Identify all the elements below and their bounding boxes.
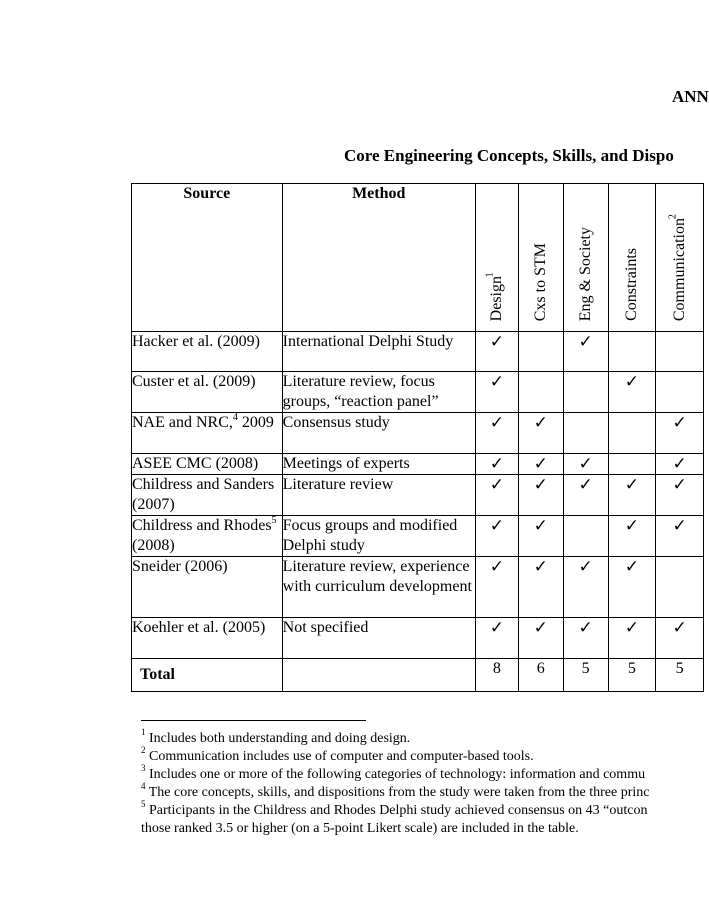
total-value: 5 bbox=[656, 659, 704, 692]
check-cell: ✓ bbox=[475, 475, 518, 516]
check-cell: ✓ bbox=[475, 454, 518, 475]
total-value: 5 bbox=[563, 659, 608, 692]
table-row bbox=[132, 557, 704, 618]
check-cell: ✓ bbox=[608, 618, 656, 659]
check-cell bbox=[656, 372, 704, 413]
check-cell: ✓ bbox=[475, 516, 518, 557]
total-value: 5 bbox=[608, 659, 656, 692]
check-cell: ✓ bbox=[608, 372, 656, 413]
total-value: 8 bbox=[475, 659, 518, 692]
footnote-separator bbox=[141, 720, 366, 721]
method-cell: Literature review, focus groups, “reaction panel” bbox=[282, 372, 475, 413]
header-design: Design$^1$ bbox=[475, 184, 518, 332]
total-value: 6 bbox=[518, 659, 563, 692]
check-cell bbox=[563, 516, 608, 557]
total-row bbox=[132, 659, 704, 692]
method-cell: Literature review, experience with curriculum development bbox=[282, 557, 475, 618]
source-cell: Koehler et al. (2005) bbox=[132, 618, 283, 659]
check-cell: ✓ bbox=[656, 618, 704, 659]
footnote: $^2$ Communication includes use of computer and computer-based tools. bbox=[141, 745, 534, 764]
check-cell: ✓ bbox=[656, 516, 704, 557]
method-cell: Consensus study bbox=[282, 413, 475, 454]
method-cell: Meetings of experts bbox=[282, 454, 475, 475]
source-cell: ASEE CMC (2008) bbox=[132, 454, 283, 475]
table-row bbox=[132, 618, 704, 659]
check-cell: ✓ bbox=[475, 332, 518, 372]
header-method: Method bbox=[282, 184, 475, 332]
annex-heading: ANN bbox=[672, 87, 709, 106]
check-cell: ✓ bbox=[656, 413, 704, 454]
concepts-table bbox=[131, 183, 704, 692]
table-row bbox=[132, 372, 704, 413]
total-label: Total bbox=[132, 659, 283, 692]
check-cell: ✓ bbox=[518, 516, 563, 557]
check-cell bbox=[608, 454, 656, 475]
check-cell: ✓ bbox=[608, 516, 656, 557]
source-cell: Custer et al. (2009) bbox=[132, 372, 283, 413]
check-cell: ✓ bbox=[563, 557, 608, 618]
check-cell: ✓ bbox=[656, 454, 704, 475]
footnote: those ranked 3.5 or higher (on a 5-point Likert scale) are included in the table. bbox=[141, 821, 579, 836]
check-cell: ✓ bbox=[475, 413, 518, 454]
check-cell bbox=[608, 332, 656, 372]
check-cell bbox=[563, 413, 608, 454]
header-constraints: Constraints bbox=[608, 184, 656, 332]
table-row bbox=[132, 413, 704, 454]
check-cell: ✓ bbox=[563, 454, 608, 475]
check-cell: ✓ bbox=[475, 372, 518, 413]
check-cell: ✓ bbox=[563, 332, 608, 372]
table-title: Core Engineering Concepts, Skills, and Dispo bbox=[344, 146, 674, 165]
footnotes bbox=[141, 727, 650, 838]
table-row bbox=[132, 516, 704, 557]
check-cell: ✓ bbox=[518, 557, 563, 618]
footnote: $^4$ The core concepts, skills, and dispositions from the study were taken from the three princ bbox=[141, 781, 650, 800]
footnote: $^5$ Participants in the Childress and Rhodes Delphi study achieved consensus on 43 “outcon bbox=[141, 799, 648, 818]
check-cell: ✓ bbox=[475, 618, 518, 659]
check-cell: ✓ bbox=[518, 454, 563, 475]
table-row bbox=[132, 475, 704, 516]
footnote: $^3$ Includes one or more of the following categories of technology: information and commu bbox=[141, 763, 646, 782]
check-cell: ✓ bbox=[656, 475, 704, 516]
header-eng-society: Eng & Society bbox=[563, 184, 608, 332]
header-source: Source bbox=[132, 184, 283, 332]
check-cell bbox=[656, 557, 704, 618]
check-cell: ✓ bbox=[518, 413, 563, 454]
check-cell bbox=[656, 332, 704, 372]
check-cell bbox=[563, 372, 608, 413]
check-cell: ✓ bbox=[563, 475, 608, 516]
source-cell: Sneider (2006) bbox=[132, 557, 283, 618]
footnote: $^1$ Includes both understanding and doing design. bbox=[141, 727, 411, 746]
total-method-cell bbox=[282, 659, 475, 692]
table-row bbox=[132, 332, 704, 372]
method-cell: Literature review bbox=[282, 475, 475, 516]
check-cell: ✓ bbox=[475, 557, 518, 618]
check-cell: ✓ bbox=[563, 618, 608, 659]
source-cell: Childress and Rhodes$^5$ (2008) bbox=[132, 516, 283, 557]
check-cell: ✓ bbox=[608, 557, 656, 618]
header-row bbox=[132, 184, 704, 332]
method-cell: Focus groups and modified Delphi study bbox=[282, 516, 475, 557]
check-cell: ✓ bbox=[608, 475, 656, 516]
check-cell bbox=[518, 332, 563, 372]
check-cell: ✓ bbox=[518, 618, 563, 659]
source-cell: Hacker et al. (2009) bbox=[132, 332, 283, 372]
source-cell: Childress and Sanders (2007) bbox=[132, 475, 283, 516]
check-cell bbox=[518, 372, 563, 413]
header-communication: Communication$^2$ bbox=[656, 184, 704, 332]
check-cell bbox=[608, 413, 656, 454]
header-cxs-to-stm: Cxs to STM bbox=[518, 184, 563, 332]
method-cell: Not specified bbox=[282, 618, 475, 659]
method-cell: International Delphi Study bbox=[282, 332, 475, 372]
source-cell: NAE and NRC,$^4$ 2009 bbox=[132, 413, 283, 454]
check-cell: ✓ bbox=[518, 475, 563, 516]
table-row bbox=[132, 454, 704, 475]
